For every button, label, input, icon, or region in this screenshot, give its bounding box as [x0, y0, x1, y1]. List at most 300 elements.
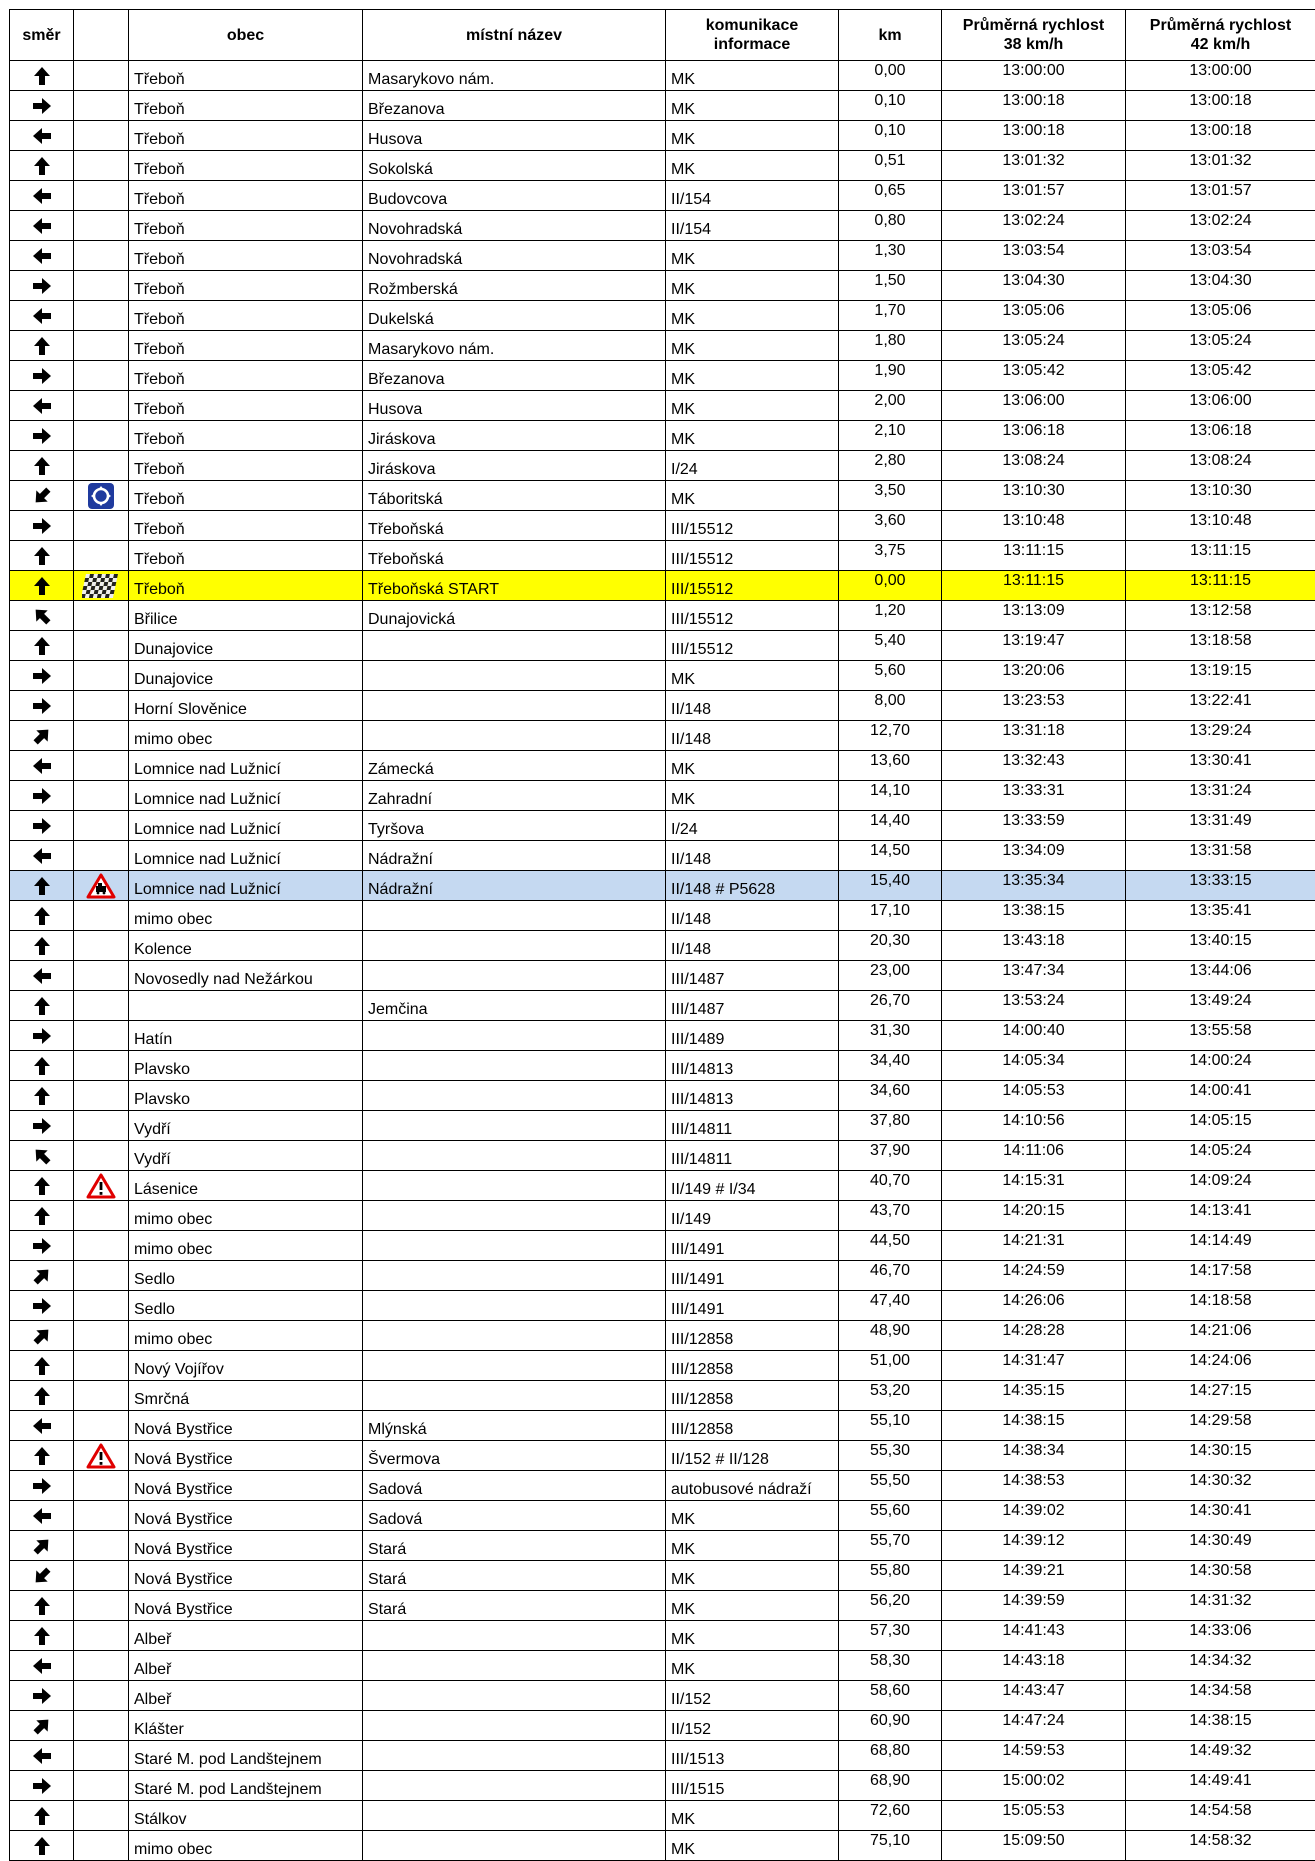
- symbol-cell: [74, 271, 129, 301]
- time-38-cell: 14:38:34: [942, 1441, 1126, 1471]
- local-name-cell: Zahradní: [363, 781, 666, 811]
- local-name-cell: Jemčina: [363, 991, 666, 1021]
- time-38-cell: 13:43:18: [942, 931, 1126, 961]
- arrow-up-icon: [10, 155, 73, 177]
- arrow-left-icon: [10, 125, 73, 147]
- table-row: [10, 1261, 1315, 1291]
- table-row: [10, 631, 1315, 661]
- table-row: [10, 901, 1315, 931]
- time-38-cell: 15:00:02: [942, 1771, 1126, 1801]
- municipality-cell: mimo obec: [129, 1831, 363, 1861]
- itinerary-table: [9, 9, 1315, 1861]
- checkered-flag-icon: [74, 574, 128, 598]
- arrow-left-icon: [10, 395, 73, 417]
- municipality-cell: Sedlo: [129, 1291, 363, 1321]
- time-38-cell: 13:00:18: [942, 121, 1126, 151]
- arrow-up-icon: [10, 1085, 73, 1107]
- direction-cell: [10, 931, 74, 961]
- table-row: [10, 451, 1315, 481]
- local-name-cell: [363, 931, 666, 961]
- table-row: [10, 751, 1315, 781]
- arrow-down-left-icon: [10, 1565, 73, 1587]
- direction-cell: [10, 1171, 74, 1201]
- km-cell: 37,90: [839, 1141, 942, 1171]
- table-row: [10, 241, 1315, 271]
- time-38-cell: 14:00:40: [942, 1021, 1126, 1051]
- municipality-cell: Třeboň: [129, 361, 363, 391]
- warning-icon: [74, 1443, 128, 1469]
- km-cell: 55,60: [839, 1501, 942, 1531]
- road-info-cell: MK: [666, 91, 839, 121]
- road-info-cell: II/148: [666, 931, 839, 961]
- time-38-cell: 13:10:48: [942, 511, 1126, 541]
- time-42-cell: 13:30:41: [1126, 751, 1315, 781]
- time-42-cell: 14:30:41: [1126, 1501, 1315, 1531]
- arrow-up-icon: [10, 575, 73, 597]
- local-name-cell: [363, 1021, 666, 1051]
- time-42-cell: 14:00:41: [1126, 1081, 1315, 1111]
- time-42-cell: 14:05:15: [1126, 1111, 1315, 1141]
- arrow-right-icon: [10, 1115, 73, 1137]
- symbol-cell: [74, 1051, 129, 1081]
- local-name-cell: [363, 1711, 666, 1741]
- km-cell: 37,80: [839, 1111, 942, 1141]
- arrow-up-right-icon: [10, 1715, 73, 1737]
- symbol-cell: [74, 1501, 129, 1531]
- header-speed42-line1: Průměrná rychlost: [1126, 16, 1315, 35]
- symbol-cell: [74, 451, 129, 481]
- km-cell: 26,70: [839, 991, 942, 1021]
- municipality-cell: Lomnice nad Lužnicí: [129, 751, 363, 781]
- table-row: [10, 421, 1315, 451]
- header-speed38-line2: 38 km/h: [942, 35, 1125, 54]
- table-row: [10, 1651, 1315, 1681]
- time-38-cell: 14:43:18: [942, 1651, 1126, 1681]
- table-row: [10, 361, 1315, 391]
- symbol-cell: [74, 1321, 129, 1351]
- direction-cell: [10, 1321, 74, 1351]
- time-42-cell: 13:06:18: [1126, 421, 1315, 451]
- header-local-name: místní název: [363, 10, 666, 61]
- direction-cell: [10, 1051, 74, 1081]
- symbol-cell: [74, 61, 129, 91]
- km-cell: 60,90: [839, 1711, 942, 1741]
- time-38-cell: 14:11:06: [942, 1141, 1126, 1171]
- direction-cell: [10, 1801, 74, 1831]
- arrow-right-icon: [10, 275, 73, 297]
- time-38-cell: 13:02:24: [942, 211, 1126, 241]
- time-38-cell: 14:43:47: [942, 1681, 1126, 1711]
- time-38-cell: 15:05:53: [942, 1801, 1126, 1831]
- direction-cell: [10, 151, 74, 181]
- direction-cell: [10, 841, 74, 871]
- municipality-cell: Lásenice: [129, 1171, 363, 1201]
- local-name-cell: [363, 901, 666, 931]
- local-name-cell: Sadová: [363, 1501, 666, 1531]
- municipality-cell: mimo obec: [129, 901, 363, 931]
- km-cell: 2,10: [839, 421, 942, 451]
- km-cell: 48,90: [839, 1321, 942, 1351]
- direction-cell: [10, 661, 74, 691]
- table-row: [10, 1561, 1315, 1591]
- local-name-cell: Tyršova: [363, 811, 666, 841]
- road-info-cell: III/1515: [666, 1771, 839, 1801]
- km-cell: 15,40: [839, 871, 942, 901]
- municipality-cell: Klášter: [129, 1711, 363, 1741]
- km-cell: 68,80: [839, 1741, 942, 1771]
- municipality-cell: mimo obec: [129, 1321, 363, 1351]
- symbol-cell: [74, 1411, 129, 1441]
- direction-cell: [10, 1591, 74, 1621]
- road-info-cell: MK: [666, 1591, 839, 1621]
- time-38-cell: 13:06:00: [942, 391, 1126, 421]
- direction-cell: [10, 1201, 74, 1231]
- symbol-cell: [74, 1351, 129, 1381]
- arrow-up-icon: [10, 455, 73, 477]
- municipality-cell: Dunajovice: [129, 631, 363, 661]
- time-42-cell: 13:35:41: [1126, 901, 1315, 931]
- road-info-cell: III/1491: [666, 1231, 839, 1261]
- direction-cell: [10, 1081, 74, 1111]
- local-name-cell: Husova: [363, 121, 666, 151]
- local-name-cell: [363, 1171, 666, 1201]
- time-42-cell: 13:29:24: [1126, 721, 1315, 751]
- municipality-cell: mimo obec: [129, 1231, 363, 1261]
- time-38-cell: 14:15:31: [942, 1171, 1126, 1201]
- direction-cell: [10, 1141, 74, 1171]
- municipality-cell: Lomnice nad Lužnicí: [129, 781, 363, 811]
- time-42-cell: 14:54:58: [1126, 1801, 1315, 1831]
- direction-cell: [10, 1441, 74, 1471]
- km-cell: 55,10: [839, 1411, 942, 1441]
- table-row: [10, 481, 1315, 511]
- time-38-cell: 13:04:30: [942, 271, 1126, 301]
- municipality-cell: Nová Bystřice: [129, 1441, 363, 1471]
- arrow-right-icon: [10, 515, 73, 537]
- municipality-cell: Třeboň: [129, 421, 363, 451]
- time-42-cell: 13:31:58: [1126, 841, 1315, 871]
- symbol-cell: [74, 1771, 129, 1801]
- road-info-cell: III/15512: [666, 571, 839, 601]
- direction-cell: [10, 1291, 74, 1321]
- time-38-cell: 13:06:18: [942, 421, 1126, 451]
- arrow-up-right-icon: [10, 1325, 73, 1347]
- table-row: [10, 871, 1315, 901]
- table-row: [10, 1021, 1315, 1051]
- arrow-up-left-icon: [10, 1145, 73, 1167]
- local-name-cell: [363, 1081, 666, 1111]
- municipality-cell: mimo obec: [129, 721, 363, 751]
- symbol-cell: [74, 571, 129, 601]
- km-cell: 68,90: [839, 1771, 942, 1801]
- header-speed42-line2: 42 km/h: [1126, 35, 1315, 54]
- symbol-cell: [74, 241, 129, 271]
- direction-cell: [10, 1501, 74, 1531]
- direction-cell: [10, 1231, 74, 1261]
- direction-cell: [10, 751, 74, 781]
- symbol-cell: [74, 871, 129, 901]
- time-38-cell: 14:41:43: [942, 1621, 1126, 1651]
- km-cell: 34,40: [839, 1051, 942, 1081]
- direction-cell: [10, 421, 74, 451]
- header-icon: [74, 10, 129, 61]
- km-cell: 47,40: [839, 1291, 942, 1321]
- direction-cell: [10, 571, 74, 601]
- symbol-cell: [74, 901, 129, 931]
- km-cell: 43,70: [839, 1201, 942, 1231]
- time-42-cell: 13:49:24: [1126, 991, 1315, 1021]
- local-name-cell: [363, 1321, 666, 1351]
- direction-cell: [10, 331, 74, 361]
- municipality-cell: Nová Bystřice: [129, 1471, 363, 1501]
- km-cell: 44,50: [839, 1231, 942, 1261]
- time-42-cell: 13:01:32: [1126, 151, 1315, 181]
- local-name-cell: Stará: [363, 1591, 666, 1621]
- road-info-cell: II/149 # I/34: [666, 1171, 839, 1201]
- km-cell: 58,30: [839, 1651, 942, 1681]
- time-42-cell: 14:17:58: [1126, 1261, 1315, 1291]
- local-name-cell: Nádražní: [363, 871, 666, 901]
- direction-cell: [10, 961, 74, 991]
- symbol-cell: [74, 1471, 129, 1501]
- time-42-cell: 13:02:24: [1126, 211, 1315, 241]
- table-row: [10, 1411, 1315, 1441]
- road-info-cell: MK: [666, 1801, 839, 1831]
- arrow-left-icon: [10, 1415, 73, 1437]
- table-row: [10, 691, 1315, 721]
- symbol-cell: [74, 331, 129, 361]
- road-info-cell: MK: [666, 661, 839, 691]
- arrow-up-icon: [10, 1805, 73, 1827]
- local-name-cell: [363, 1141, 666, 1171]
- arrow-up-icon: [10, 935, 73, 957]
- table-row: [10, 541, 1315, 571]
- symbol-cell: [74, 1171, 129, 1201]
- road-info-cell: III/15512: [666, 511, 839, 541]
- symbol-cell: [74, 361, 129, 391]
- symbol-cell: [74, 1831, 129, 1861]
- road-info-cell: III/15512: [666, 601, 839, 631]
- symbol-cell: [74, 811, 129, 841]
- local-name-cell: Mlýnská: [363, 1411, 666, 1441]
- direction-cell: [10, 601, 74, 631]
- table-row: [10, 1351, 1315, 1381]
- symbol-cell: [74, 691, 129, 721]
- direction-cell: [10, 451, 74, 481]
- local-name-cell: [363, 721, 666, 751]
- km-cell: 8,00: [839, 691, 942, 721]
- time-42-cell: 14:09:24: [1126, 1171, 1315, 1201]
- symbol-cell: [74, 211, 129, 241]
- local-name-cell: [363, 1291, 666, 1321]
- time-38-cell: 13:35:34: [942, 871, 1126, 901]
- time-42-cell: 14:13:41: [1126, 1201, 1315, 1231]
- time-42-cell: 14:34:58: [1126, 1681, 1315, 1711]
- road-info-cell: II/154: [666, 181, 839, 211]
- table-row: [10, 211, 1315, 241]
- direction-cell: [10, 901, 74, 931]
- direction-cell: [10, 361, 74, 391]
- municipality-cell: Dunajovice: [129, 661, 363, 691]
- symbol-cell: [74, 1801, 129, 1831]
- km-cell: 1,20: [839, 601, 942, 631]
- local-name-cell: Masarykovo nám.: [363, 331, 666, 361]
- header-row: [10, 10, 1315, 61]
- time-42-cell: 14:30:15: [1126, 1441, 1315, 1471]
- arrow-up-icon: [10, 1205, 73, 1227]
- municipality-cell: Nový Vojířov: [129, 1351, 363, 1381]
- table-row: [10, 1501, 1315, 1531]
- municipality-cell: Lomnice nad Lužnicí: [129, 871, 363, 901]
- road-info-cell: MK: [666, 61, 839, 91]
- local-name-cell: [363, 1381, 666, 1411]
- table-row: [10, 1381, 1315, 1411]
- time-38-cell: 13:03:54: [942, 241, 1126, 271]
- arrow-left-icon: [10, 965, 73, 987]
- time-38-cell: 14:38:15: [942, 1411, 1126, 1441]
- km-cell: 1,50: [839, 271, 942, 301]
- arrow-up-right-icon: [10, 1535, 73, 1557]
- local-name-cell: Březanova: [363, 91, 666, 121]
- municipality-cell: Albeř: [129, 1621, 363, 1651]
- km-cell: 0,65: [839, 181, 942, 211]
- arrow-right-icon: [10, 365, 73, 387]
- municipality-cell: Novosedly nad Nežárkou: [129, 961, 363, 991]
- time-38-cell: 13:01:32: [942, 151, 1126, 181]
- road-info-cell: III/14813: [666, 1051, 839, 1081]
- direction-cell: [10, 541, 74, 571]
- local-name-cell: [363, 1621, 666, 1651]
- table-row: [10, 1201, 1315, 1231]
- municipality-cell: Třeboň: [129, 331, 363, 361]
- road-info-cell: III/12858: [666, 1411, 839, 1441]
- table-row: [10, 1291, 1315, 1321]
- arrow-left-icon: [10, 215, 73, 237]
- municipality-cell: Albeř: [129, 1681, 363, 1711]
- arrow-left-icon: [10, 305, 73, 327]
- municipality-cell: Lomnice nad Lužnicí: [129, 811, 363, 841]
- road-info-cell: III/12858: [666, 1381, 839, 1411]
- table-row: [10, 1531, 1315, 1561]
- symbol-cell: [74, 1711, 129, 1741]
- table-row: [10, 271, 1315, 301]
- roundabout-icon: [74, 483, 128, 509]
- road-info-cell: III/12858: [666, 1321, 839, 1351]
- symbol-cell: [74, 781, 129, 811]
- municipality-cell: Třeboň: [129, 301, 363, 331]
- local-name-cell: Rožmberská: [363, 271, 666, 301]
- km-cell: 1,30: [839, 241, 942, 271]
- table-row: [10, 1111, 1315, 1141]
- road-info-cell: MK: [666, 1501, 839, 1531]
- time-42-cell: 13:03:54: [1126, 241, 1315, 271]
- local-name-cell: Budovcova: [363, 181, 666, 211]
- time-42-cell: 14:38:15: [1126, 1711, 1315, 1741]
- time-42-cell: 14:58:32: [1126, 1831, 1315, 1861]
- road-info-cell: MK: [666, 1651, 839, 1681]
- time-42-cell: 14:34:32: [1126, 1651, 1315, 1681]
- time-38-cell: 13:00:00: [942, 61, 1126, 91]
- local-name-cell: [363, 1681, 666, 1711]
- time-38-cell: 14:38:53: [942, 1471, 1126, 1501]
- symbol-cell: [74, 1231, 129, 1261]
- local-name-cell: Stará: [363, 1531, 666, 1561]
- time-42-cell: 14:00:24: [1126, 1051, 1315, 1081]
- km-cell: 1,80: [839, 331, 942, 361]
- time-38-cell: 14:35:15: [942, 1381, 1126, 1411]
- time-42-cell: 14:49:41: [1126, 1771, 1315, 1801]
- road-info-cell: I/24: [666, 451, 839, 481]
- local-name-cell: [363, 631, 666, 661]
- km-cell: 17,10: [839, 901, 942, 931]
- time-42-cell: 13:00:18: [1126, 121, 1315, 151]
- symbol-cell: [74, 1591, 129, 1621]
- time-42-cell: 14:18:58: [1126, 1291, 1315, 1321]
- km-cell: 56,20: [839, 1591, 942, 1621]
- km-cell: 20,30: [839, 931, 942, 961]
- arrow-right-icon: [10, 1295, 73, 1317]
- symbol-cell: [74, 931, 129, 961]
- time-38-cell: 13:05:06: [942, 301, 1126, 331]
- km-cell: 2,80: [839, 451, 942, 481]
- direction-cell: [10, 1021, 74, 1051]
- road-info-cell: MK: [666, 1621, 839, 1651]
- table-row: [10, 601, 1315, 631]
- time-42-cell: 13:22:41: [1126, 691, 1315, 721]
- arrow-left-icon: [10, 1655, 73, 1677]
- direction-cell: [10, 61, 74, 91]
- table-row: [10, 1471, 1315, 1501]
- local-name-cell: Novohradská: [363, 241, 666, 271]
- road-info-cell: MK: [666, 781, 839, 811]
- arrow-up-icon: [10, 905, 73, 927]
- km-cell: 51,00: [839, 1351, 942, 1381]
- road-info-cell: II/152: [666, 1711, 839, 1741]
- table-row: [10, 961, 1315, 991]
- table-body: [10, 61, 1315, 1861]
- road-info-cell: II/148: [666, 721, 839, 751]
- municipality-cell: Třeboň: [129, 91, 363, 121]
- road-info-cell: II/152: [666, 1681, 839, 1711]
- table-row: [10, 1171, 1315, 1201]
- arrow-up-icon: [10, 635, 73, 657]
- table-row: [10, 331, 1315, 361]
- municipality-cell: mimo obec: [129, 1201, 363, 1231]
- table-row: [10, 1681, 1315, 1711]
- symbol-cell: [74, 1201, 129, 1231]
- symbol-cell: [74, 1561, 129, 1591]
- direction-cell: [10, 781, 74, 811]
- time-38-cell: 14:10:56: [942, 1111, 1126, 1141]
- local-name-cell: [363, 961, 666, 991]
- table-row: [10, 931, 1315, 961]
- time-42-cell: 14:05:24: [1126, 1141, 1315, 1171]
- municipality-cell: Hatín: [129, 1021, 363, 1051]
- direction-cell: [10, 301, 74, 331]
- arrow-up-icon: [10, 1625, 73, 1647]
- table-row: [10, 181, 1315, 211]
- symbol-cell: [74, 751, 129, 781]
- arrow-up-icon: [10, 1445, 73, 1467]
- table-row: [10, 391, 1315, 421]
- direction-cell: [10, 1681, 74, 1711]
- header-speed-42: [1126, 10, 1315, 61]
- direction-cell: [10, 1771, 74, 1801]
- symbol-cell: [74, 1681, 129, 1711]
- arrow-up-icon: [10, 1355, 73, 1377]
- road-info-cell: III/1491: [666, 1291, 839, 1321]
- symbol-cell: [74, 121, 129, 151]
